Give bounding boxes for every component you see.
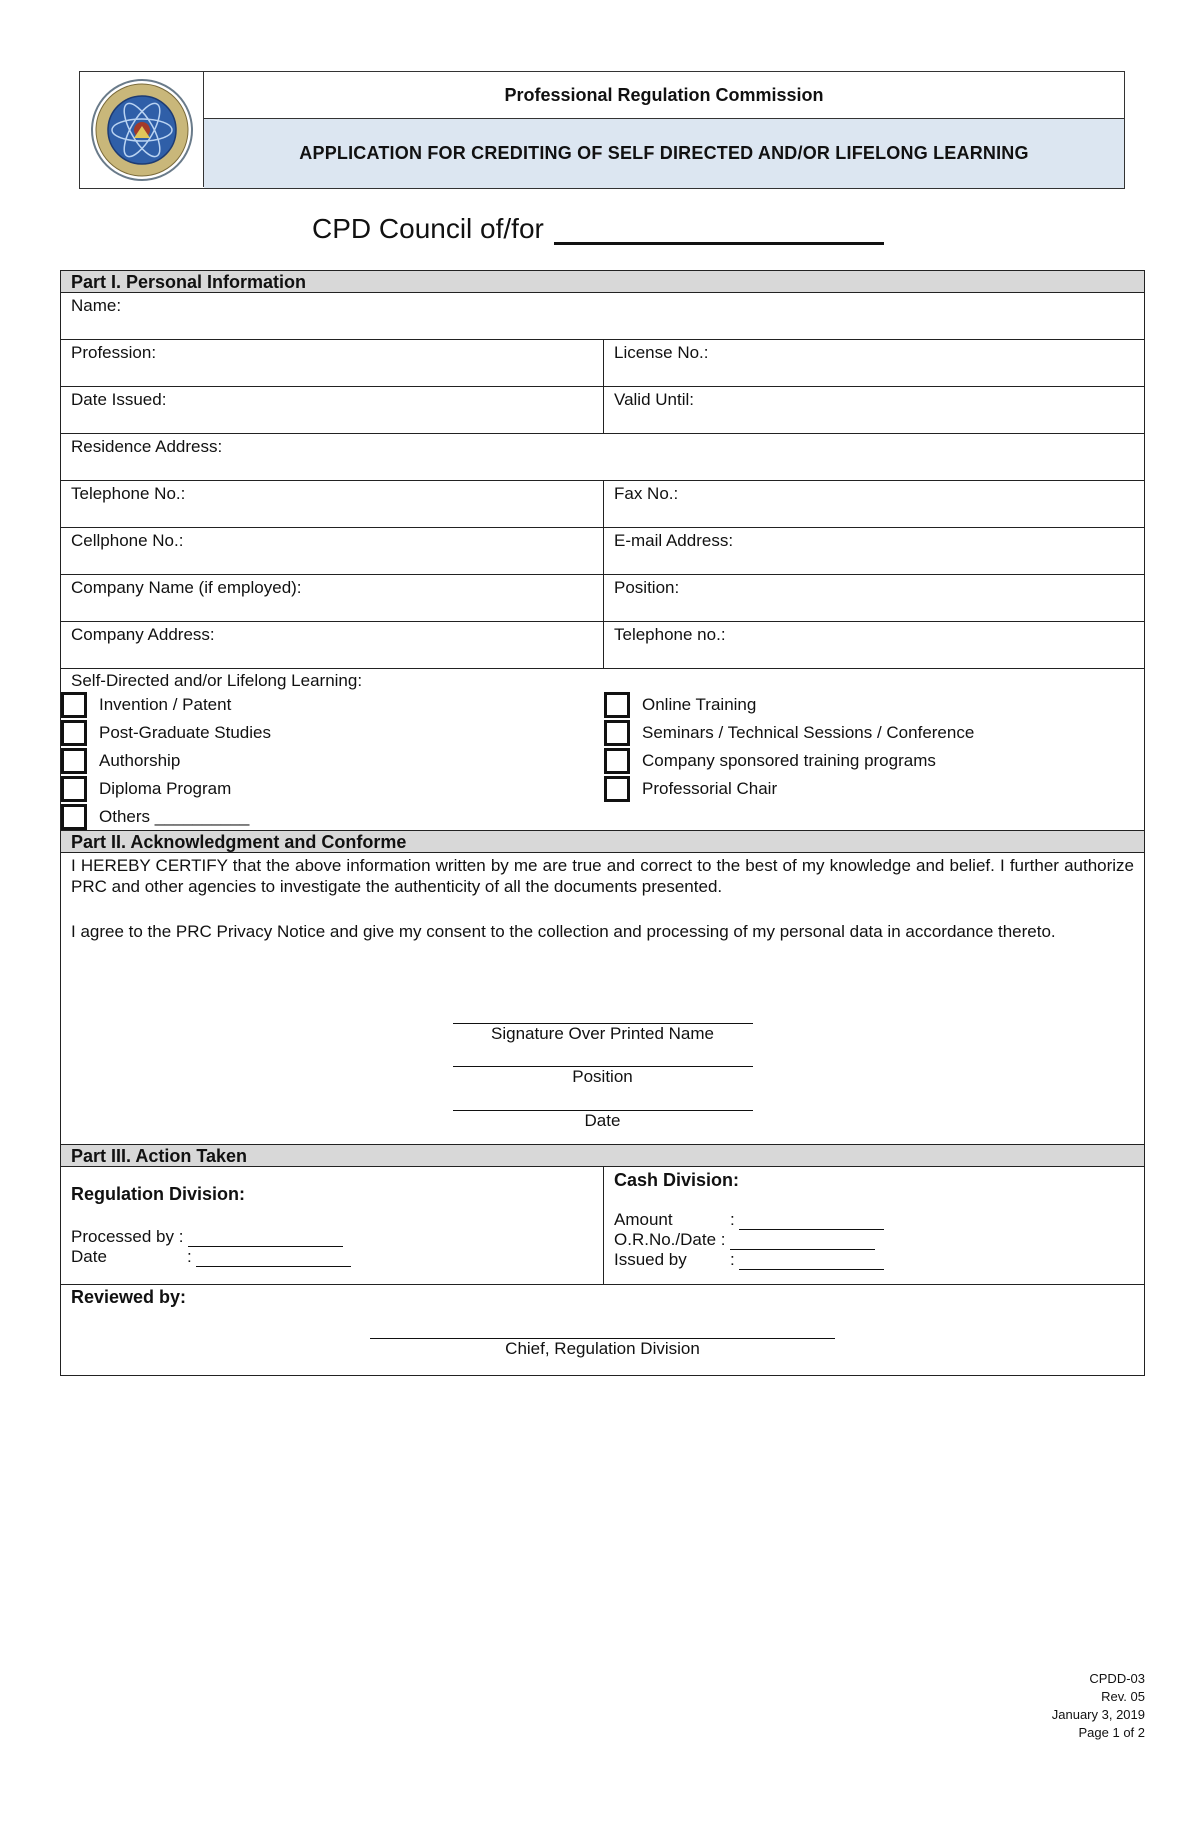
date-block[interactable] — [61, 1109, 1144, 1131]
option-diploma[interactable] — [61, 775, 231, 803]
page-number: Page 1 of 2 — [1078, 1725, 1145, 1740]
telephone-row — [61, 481, 1144, 528]
reg-date-label: Date — [71, 1247, 107, 1266]
cash-division-label: Cash Division: — [614, 1170, 740, 1190]
sdl-options — [61, 669, 1144, 831]
option-invention[interactable] — [61, 691, 231, 719]
issued-by-label: Issued by — [614, 1250, 687, 1269]
company-label: Company Name (if employed): — [71, 578, 302, 597]
or-no-line — [730, 1233, 875, 1250]
reg-date-line — [196, 1250, 351, 1267]
option-online[interactable] — [604, 691, 756, 719]
position-field[interactable] — [604, 575, 1144, 621]
colon: : — [730, 1210, 735, 1229]
reviewed-by-label: Reviewed by: — [71, 1287, 187, 1307]
cellphone-row — [61, 528, 1144, 575]
company-tel-label: Telephone no.: — [614, 625, 726, 644]
reviewed-by-row — [61, 1285, 1144, 1375]
processed-by-field[interactable] — [71, 1227, 593, 1247]
option-others[interactable] — [61, 803, 249, 831]
cash-division-cell — [604, 1167, 1144, 1284]
colon: : — [187, 1247, 192, 1266]
acknowledgment-section — [61, 855, 1144, 1145]
profession-label: Profession: — [71, 343, 157, 362]
license-label: License No.: — [614, 343, 709, 362]
issued-by-field[interactable] — [614, 1250, 1134, 1270]
council-label: CPD Council of/for — [312, 213, 544, 244]
license-field[interactable] — [604, 340, 1144, 386]
prc-seal-icon — [90, 78, 194, 182]
company-address-field[interactable] — [61, 622, 604, 668]
council-blank[interactable] — [554, 216, 884, 245]
profession-field[interactable] — [61, 340, 604, 386]
checkbox[interactable] — [61, 720, 87, 746]
option-label: Company sponsored training programs — [642, 751, 936, 770]
option-company-training[interactable] — [604, 747, 936, 775]
application-form — [60, 270, 1145, 1376]
option-label: Post-Graduate Studies — [99, 723, 271, 742]
option-postgrad[interactable] — [61, 719, 271, 747]
company-tel-field[interactable] — [604, 622, 1144, 668]
checkbox[interactable] — [61, 692, 87, 718]
issued-by-line — [739, 1253, 884, 1270]
option-label: Seminars / Technical Sessions / Conference — [642, 723, 975, 742]
signature-label: Signature Over Printed Name — [491, 1024, 714, 1043]
or-no-field[interactable] — [614, 1230, 1134, 1250]
option-label: Diploma Program — [99, 779, 232, 798]
chief-label: Chief, Regulation Division — [505, 1339, 700, 1358]
amount-line — [739, 1213, 884, 1230]
checkbox[interactable] — [61, 748, 87, 774]
position-label: Position: — [614, 578, 680, 597]
checkbox[interactable] — [61, 804, 87, 830]
checkbox[interactable] — [604, 776, 630, 802]
revision: Rev. 05 — [1101, 1689, 1145, 1704]
option-label: Invention / Patent — [99, 695, 232, 714]
action-taken-row — [61, 1167, 1144, 1285]
form-header — [79, 71, 1125, 189]
checkbox[interactable] — [604, 748, 630, 774]
profession-row — [61, 340, 1144, 387]
colon: : — [730, 1250, 735, 1269]
processed-by-label: Processed by : — [71, 1227, 184, 1246]
council-line — [312, 213, 884, 245]
checkbox[interactable] — [604, 720, 630, 746]
position-sig-label: Position — [572, 1067, 633, 1086]
date-sig-label: Date — [584, 1111, 621, 1130]
fax-field[interactable] — [604, 481, 1144, 527]
option-professorial[interactable] — [604, 775, 777, 803]
option-label: Professorial Chair — [642, 779, 778, 798]
cellphone-field[interactable] — [61, 528, 604, 574]
reg-date-field[interactable] — [71, 1247, 593, 1267]
option-label: Online Training — [642, 695, 757, 714]
date-issued-field[interactable] — [61, 387, 604, 433]
option-label: Others __________ — [99, 807, 250, 826]
option-seminars[interactable] — [604, 719, 974, 747]
option-label: Authorship — [99, 751, 181, 770]
option-authorship[interactable] — [61, 747, 180, 775]
telephone-label: Telephone No.: — [71, 484, 186, 503]
revision-date: January 3, 2019 — [1051, 1707, 1145, 1722]
valid-until-field[interactable] — [604, 387, 1144, 433]
name-label: Name: — [71, 296, 122, 315]
company-field[interactable] — [61, 575, 604, 621]
amount-label: Amount — [614, 1210, 673, 1229]
cellphone-label: Cellphone No.: — [71, 531, 184, 550]
or-no-label: O.R.No./Date : — [614, 1230, 726, 1249]
email-label: E-mail Address: — [614, 531, 734, 550]
checkbox[interactable] — [604, 692, 630, 718]
document-footer — [1052, 1670, 1145, 1742]
form-code: CPDD-03 — [1089, 1671, 1145, 1686]
position-block[interactable] — [61, 1065, 1144, 1087]
date-issued-label: Date Issued: — [71, 390, 167, 409]
valid-until-label: Valid Until: — [614, 390, 694, 409]
regulation-division-cell — [61, 1167, 604, 1284]
privacy-text: I agree to the PRC Privacy Notice and give my consent to the collection and processing of my personal data in accordance thereto. — [71, 922, 1056, 941]
company-address-row — [61, 622, 1144, 669]
form-title: APPLICATION FOR CREDITING OF SELF DIRECTED AND/OR LIFELONG LEARNING — [204, 119, 1124, 188]
name-row — [61, 293, 1144, 340]
signature-block[interactable] — [61, 1022, 1144, 1044]
org-name: Professional Regulation Commission — [204, 72, 1124, 119]
residence-label: Residence Address: — [71, 437, 223, 456]
name-field[interactable] — [61, 293, 1144, 339]
sdl-title: Self-Directed and/or Lifelong Learning: — [71, 671, 363, 690]
part3-title: Part III. Action Taken — [61, 1145, 1144, 1167]
residence-row — [61, 434, 1144, 481]
part1-title: Part I. Personal Information — [61, 271, 1144, 293]
company-row — [61, 575, 1144, 622]
email-field[interactable] — [604, 528, 1144, 574]
logo-cell — [80, 72, 204, 187]
chief-signature-block[interactable] — [61, 1337, 1144, 1359]
part2-title: Part II. Acknowledgment and Conforme — [61, 831, 1144, 853]
processed-by-line — [188, 1230, 343, 1247]
company-address-label: Company Address: — [71, 625, 215, 644]
fax-label: Fax No.: — [614, 484, 679, 503]
telephone-field[interactable] — [61, 481, 604, 527]
checkbox[interactable] — [61, 776, 87, 802]
residence-field[interactable] — [61, 434, 1144, 480]
date-issued-row — [61, 387, 1144, 434]
amount-field[interactable] — [614, 1210, 1134, 1230]
regulation-division-label: Regulation Division: — [71, 1184, 246, 1204]
certify-text: I HEREBY CERTIFY that the above information written by me are true and correct to the best of my knowledge and belief. I further authorize PRC and other agencies to investigate the authenticity of all the documents presented. — [71, 856, 1134, 896]
